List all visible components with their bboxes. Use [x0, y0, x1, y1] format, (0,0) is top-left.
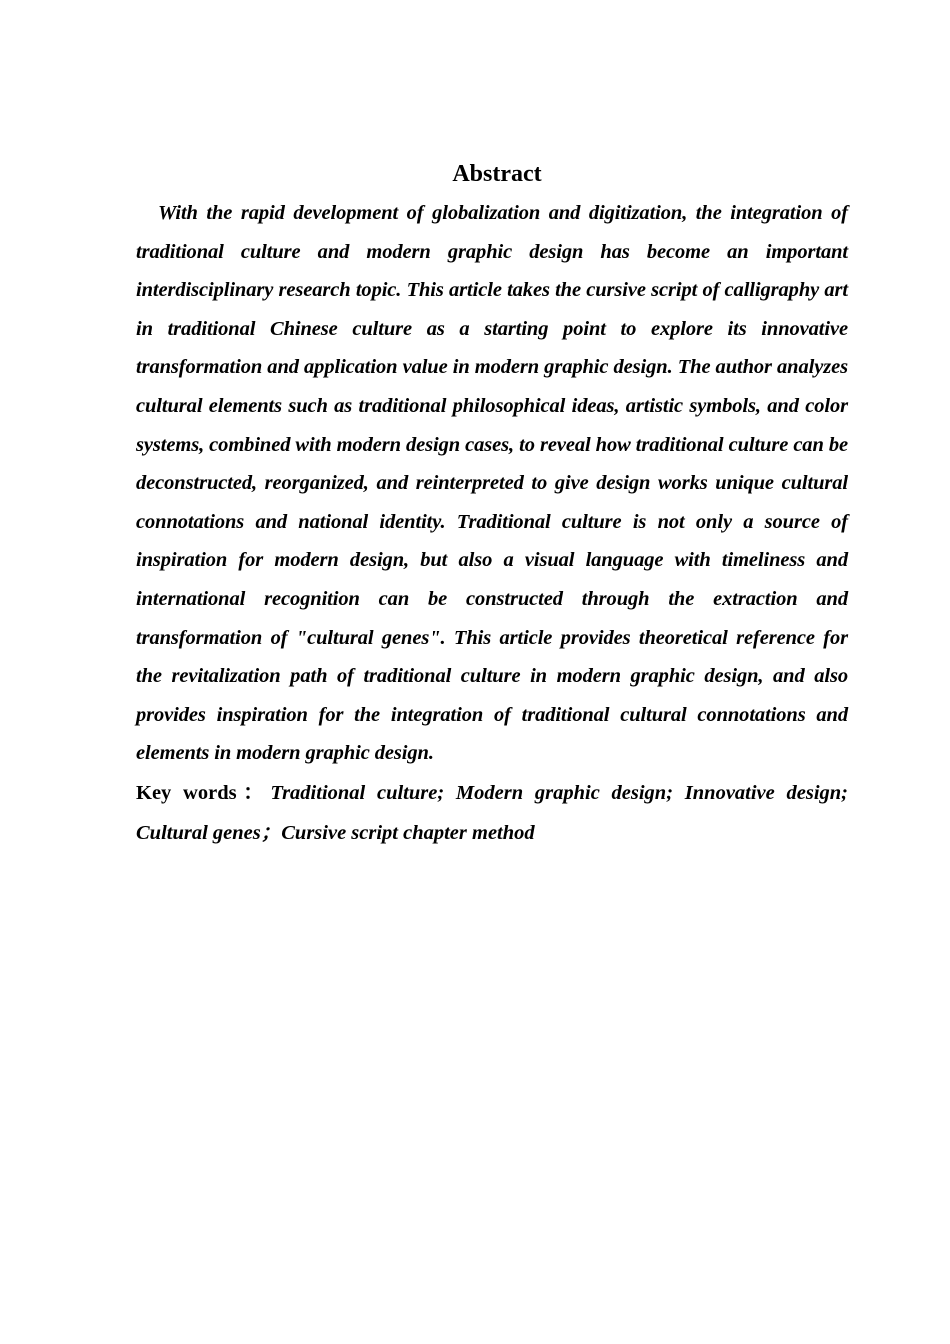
- abstract-body: With the rapid development of globalization and digitization, the integration of traditional culture and modern graphic design has become an important interdisciplinary research topic. This article takes the cursive script of calligraphy art in traditional Chinese culture as a starting point to explore its innovative transformation and application value in modern graphic design. The author analyzes cultural elements such as traditional philosophical ideas, artistic symbols, and color systems, combined with modern design cases, to reveal how traditional culture can be deconstructed, reorganized, and reinterpreted to give design works unique cultural connotations and national identity. Traditional culture is not only a source of inspiration for modern design, but also a visual language with timeliness and international recognition can be constructed through the extraction and transformation of "cultural genes". This article provides theoretical reference for the revitalization path of traditional culture in modern graphic design, and also provides inspiration for the integration of traditional cultural connotations and elements in modern graphic design.: [136, 202, 848, 765]
- keywords-text: Traditional culture; Modern graphic design; Innovative design; Cultural genes；Cursive script chapter method: [136, 781, 848, 844]
- keywords-paragraph: [136, 773, 848, 853]
- keywords-label: Key words：: [136, 781, 271, 804]
- abstract-section: [136, 156, 848, 853]
- abstract-heading: Abstract: [452, 161, 542, 187]
